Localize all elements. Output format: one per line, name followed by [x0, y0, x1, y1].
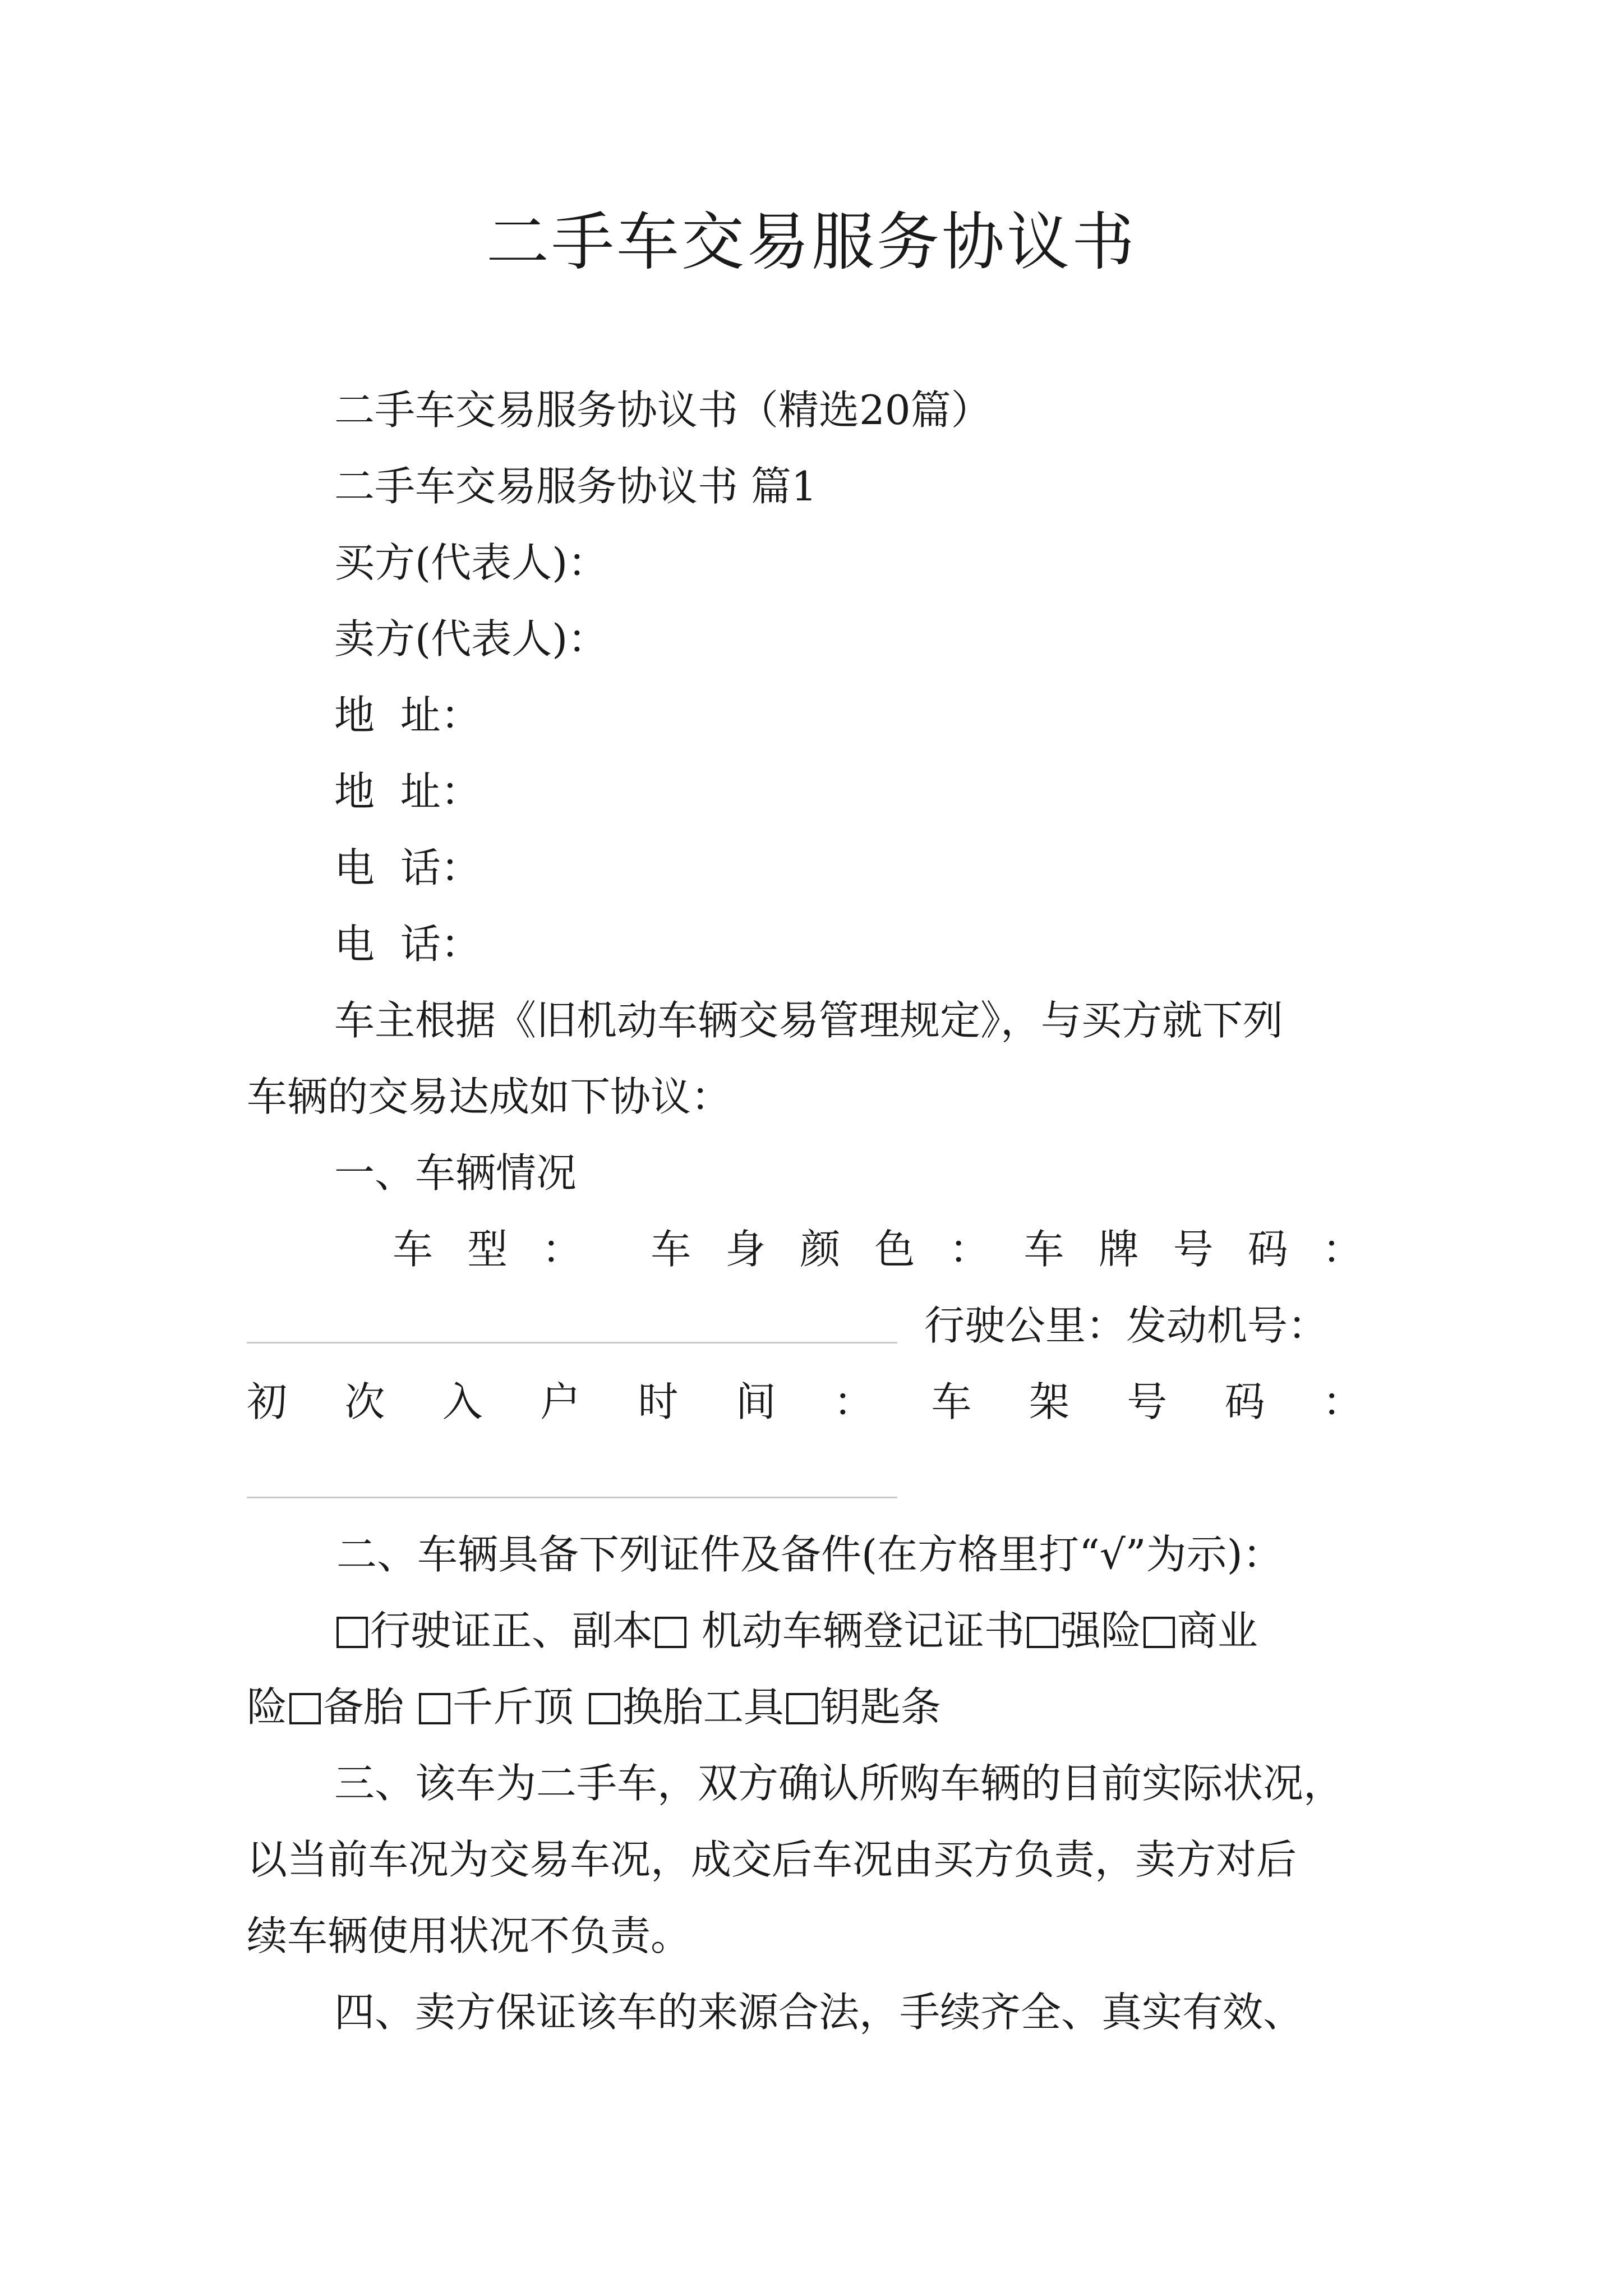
mileage-engine-field: 行驶公里：发动机号： [924, 1302, 1329, 1349]
checkbox-compulsory-insurance[interactable] [1027, 1617, 1058, 1648]
checkbox-jack[interactable] [419, 1693, 450, 1724]
vehicle-row3-char: 初 [247, 1378, 288, 1425]
vehicle-row1-char: ： [1322, 1226, 1363, 1273]
checkbox-license[interactable] [336, 1617, 368, 1648]
chapter-heading: 二手车交易服务协议书 篇1 [334, 463, 817, 510]
vehicle-row1-char: 车 [393, 1226, 434, 1273]
vehicle-row3-char: 入 [442, 1378, 483, 1425]
checklist-item-commercial-insurance-cont: 险 [247, 1683, 288, 1731]
seller-address-field: 地 址： [334, 768, 481, 815]
seller-phone-field: 电 话： [334, 921, 481, 968]
seller-field: 卖方(代表人)： [334, 615, 608, 662]
vehicle-row1-char: 号 [1173, 1226, 1214, 1273]
vehicle-row3-char: 车 [931, 1378, 972, 1425]
section-3-line-1: 三、该车为二手车，双方确认所购车辆的目前实际状况， [334, 1760, 1344, 1807]
checklist-item-jack: 千斤顶 [452, 1683, 587, 1731]
checkbox-key[interactable] [786, 1693, 818, 1724]
vehicle-row3-char: 间 [735, 1378, 776, 1425]
checkbox-commercial-insurance[interactable] [1144, 1617, 1175, 1648]
vehicle-row3-char: 次 [344, 1378, 385, 1425]
vehicle-row3-char: 时 [638, 1378, 679, 1425]
document-subtitle: 二手车交易服务协议书（精选20篇） [334, 386, 992, 434]
intro-paragraph-line-1: 车主根据《旧机动车辆交易管理规定》，与买方就下列 [334, 997, 1284, 1044]
vehicle-row1-char: 车 [651, 1226, 691, 1273]
checklist-item-spare-tire: 备胎 [323, 1683, 417, 1731]
vehicle-info-row-3 [247, 1377, 1363, 1427]
checklist-line-2 [247, 1682, 941, 1732]
buyer-phone-field: 电 话： [334, 844, 481, 891]
checklist-item-key: 钥匙条 [819, 1683, 941, 1731]
vehicle-info-row-1 [393, 1224, 1363, 1274]
vehicle-row1-char: 牌 [1098, 1226, 1139, 1273]
fill-in-underline-2 [247, 1497, 897, 1498]
vehicle-row1-char: 型 [467, 1226, 508, 1273]
checklist-item-compulsory-insurance: 强险 [1060, 1607, 1141, 1654]
checklist-item-tire-tools: 换胎工具 [622, 1683, 784, 1731]
section-1-heading: 一、车辆情况 [334, 1149, 577, 1197]
page-title: 二手车交易服务协议书 [486, 206, 1137, 279]
checklist-line-1 [334, 1605, 1258, 1656]
vehicle-row1-char: ： [542, 1226, 583, 1273]
checklist-item-commercial-insurance: 商业 [1177, 1607, 1258, 1654]
fill-in-underline-1 [247, 1342, 897, 1343]
checklist-item-registration: 机动车辆登记证书 [689, 1607, 1025, 1654]
checkbox-registration[interactable] [655, 1617, 686, 1648]
vehicle-row1-char: 颜 [800, 1226, 841, 1273]
vehicle-row3-char: 架 [1029, 1378, 1069, 1425]
section-4-line-1: 四、卖方保证该车的来源合法，手续齐全、真实有效、 [334, 1989, 1304, 2036]
vehicle-row3-char: 户 [540, 1378, 581, 1425]
checklist-item-license: 行驶证正、副本 [370, 1607, 653, 1654]
vehicle-row3-char: 号 [1127, 1378, 1168, 1425]
vehicle-row1-char: 身 [725, 1226, 766, 1273]
buyer-address-field: 地 址： [334, 692, 481, 739]
vehicle-row1-char: 车 [1023, 1226, 1064, 1273]
vehicle-row1-char: 色 [874, 1226, 915, 1273]
intro-paragraph-line-2: 车辆的交易达成如下协议： [247, 1073, 732, 1120]
section-2-heading: 二、车辆具备下列证件及备件(在方格里打“√”为示)： [336, 1531, 1283, 1578]
vehicle-row1-char: ： [949, 1226, 990, 1273]
checkbox-tire-tools[interactable] [589, 1693, 620, 1724]
checkbox-spare-tire[interactable] [289, 1693, 321, 1724]
vehicle-row3-char: 码 [1224, 1378, 1265, 1425]
vehicle-row1-char: 码 [1247, 1226, 1288, 1273]
buyer-field: 买方(代表人)： [334, 539, 608, 586]
vehicle-row3-char: ： [1322, 1378, 1363, 1425]
vehicle-row3-char: ： [833, 1378, 874, 1425]
section-3-line-3: 续车辆使用状况不负责。 [247, 1912, 691, 1959]
section-3-line-2: 以当前车况为交易车况，成交后车况由买方负责，卖方对后 [247, 1836, 1297, 1883]
